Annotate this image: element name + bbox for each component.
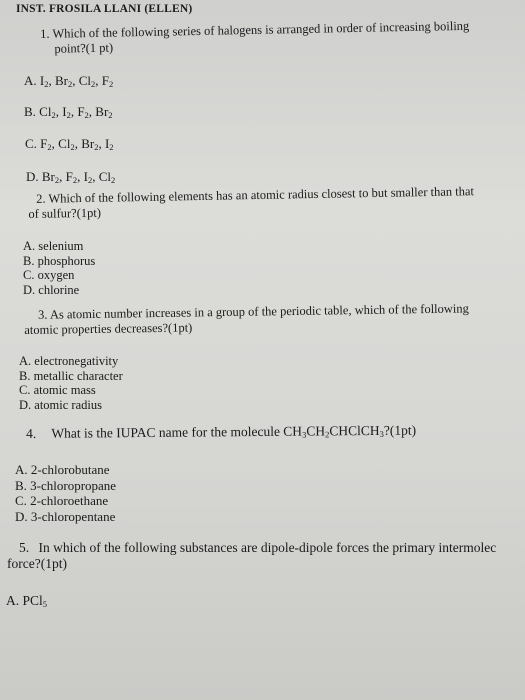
- question-number: 4.: [26, 425, 37, 441]
- question-5: [7, 540, 496, 572]
- q4-option-b: B. 3-chloropropane: [15, 477, 117, 493]
- question-text-continued: of sulfur?(1pt): [28, 205, 102, 221]
- question-text: Which of the following series of halogens is arranged in order of increasing boiling: [52, 18, 470, 41]
- q3-option-a: A. electronegativity: [19, 354, 119, 368]
- question-text-continued: point?(1 pt): [54, 40, 114, 56]
- q1-option-a: A. $I_2$, $Br_2$, $Cl_2$, $F_2$: [24, 73, 114, 89]
- question-text: What is the IUPAC name for the molecule $CH_3CH_2CHClCH_3?(1pt)$: [51, 422, 417, 441]
- q2-option-b: B. phosphorus: [23, 253, 96, 268]
- q2-option-c: C. oxygen: [23, 268, 75, 282]
- q3-options: [19, 354, 123, 412]
- question-3: [24, 301, 469, 338]
- q4-option-c: C. 2-chloroethane: [15, 493, 109, 508]
- instructor-header: INST. FROSILA LLANI (ELLEN): [16, 3, 193, 15]
- question-1: [40, 19, 470, 57]
- q2-options: [23, 239, 95, 297]
- q2-option-d: D. chlorine: [23, 282, 80, 297]
- question-text: As atomic number increases in a group of the periodic table, which of the following: [49, 301, 469, 322]
- q4-options: [15, 462, 116, 524]
- question-4: [26, 423, 416, 441]
- q3-option-b: B. metallic character: [19, 368, 123, 383]
- q3-option-c: C. atomic mass: [19, 383, 96, 397]
- question-text: Which of the following elements has an atomic radius closest to but smaller than that: [48, 184, 475, 206]
- question-number: 5.: [19, 540, 30, 555]
- question-text-continued: atomic properties decreases?(1pt): [24, 320, 193, 337]
- question-text: In which of the following substances are dipole-dipole forces the primary intermolec: [38, 540, 497, 555]
- q2-option-a: A. selenium: [23, 239, 84, 253]
- q3-option-d: D. atomic radius: [19, 397, 102, 412]
- question-number: 3.: [37, 307, 48, 322]
- question-text-continued: force?(1pt): [7, 556, 67, 571]
- q1-option-c: C. $F_2$, $Cl_2$, $Br_2$, $I_2$: [25, 136, 114, 152]
- question-number: 2.: [35, 191, 46, 206]
- question-2: [28, 184, 474, 222]
- q4-option-d: D. 3-chloropentane: [15, 508, 116, 524]
- q4-option-a: A. 2-chlorobutane: [15, 462, 110, 477]
- q5-option-a: A. PCl$_5$: [6, 593, 48, 609]
- question-number: 1.: [40, 26, 50, 41]
- q1-option-b: B. $Cl_2$, $I_2$, $F_2$, $Br_2$: [24, 104, 113, 120]
- q1-option-d: D. $Br_2$, $F_2$, $I_2$, $Cl_2$: [26, 169, 116, 185]
